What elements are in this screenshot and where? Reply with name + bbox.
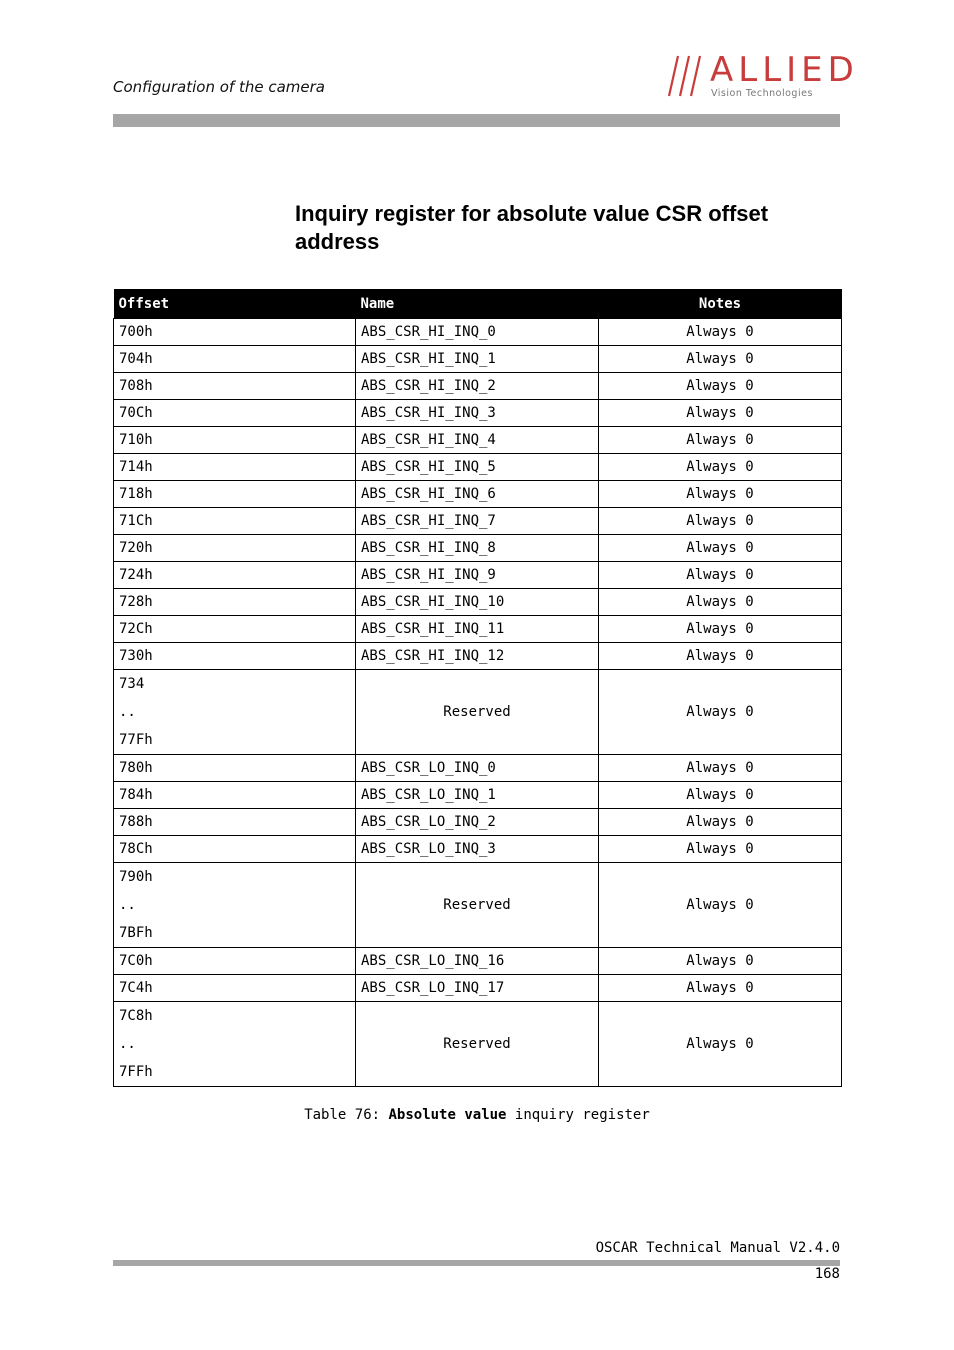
logo-wordmark: ALLIED bbox=[710, 50, 859, 90]
table-row bbox=[114, 427, 842, 454]
cell-name: ABS_CSR_HI_INQ_9 bbox=[356, 562, 599, 589]
cell-notes: Always 0 bbox=[599, 755, 842, 782]
offset-line: .. bbox=[119, 704, 136, 720]
cell-offset: 71Ch bbox=[114, 508, 356, 535]
cell-name: ABS_CSR_HI_INQ_10 bbox=[356, 589, 599, 616]
cell-name: ABS_CSR_HI_INQ_7 bbox=[356, 508, 599, 535]
table-row bbox=[114, 616, 842, 643]
cell-name: ABS_CSR_HI_INQ_3 bbox=[356, 400, 599, 427]
cell-name: ABS_CSR_LO_INQ_2 bbox=[356, 809, 599, 836]
cell-offset: 704h bbox=[114, 346, 356, 373]
table-row bbox=[114, 400, 842, 427]
cell-offset: 710h bbox=[114, 427, 356, 454]
cell-notes: Always 0 bbox=[599, 1002, 842, 1087]
allied-logo bbox=[666, 50, 859, 102]
cell-name: ABS_CSR_HI_INQ_1 bbox=[356, 346, 599, 373]
cell-offset: 720h bbox=[114, 535, 356, 562]
cell-offset bbox=[114, 863, 356, 948]
cell-notes: Always 0 bbox=[599, 836, 842, 863]
caption-bold: Absolute value bbox=[388, 1107, 507, 1123]
cell-name: ABS_CSR_LO_INQ_16 bbox=[356, 948, 599, 975]
cell-name: ABS_CSR_HI_INQ_0 bbox=[356, 319, 599, 346]
offset-line: 790h bbox=[119, 869, 153, 885]
logo-subtitle: Vision Technologies bbox=[711, 88, 813, 99]
offset-line: 7BFh bbox=[119, 925, 153, 941]
cell-name: ABS_CSR_HI_INQ_12 bbox=[356, 643, 599, 670]
table-row bbox=[114, 670, 842, 755]
table-row bbox=[114, 863, 842, 948]
section-title: Inquiry register for absolute value CSR offset address bbox=[295, 201, 769, 254]
caption-prefix: Table 76: bbox=[304, 1107, 389, 1123]
cell-notes: Always 0 bbox=[599, 589, 842, 616]
cell-name: Reserved bbox=[356, 1002, 599, 1087]
footer-manual-title: OSCAR Technical Manual V2.4.0 bbox=[595, 1240, 840, 1256]
table-row bbox=[114, 836, 842, 863]
cell-offset: 730h bbox=[114, 643, 356, 670]
cell-offset: 7C4h bbox=[114, 975, 356, 1002]
cell-offset: 70Ch bbox=[114, 400, 356, 427]
cell-offset: 724h bbox=[114, 562, 356, 589]
cell-notes: Always 0 bbox=[599, 616, 842, 643]
cell-offset: 788h bbox=[114, 809, 356, 836]
table-row bbox=[114, 454, 842, 481]
column-header-name: Name bbox=[356, 289, 599, 319]
table-row bbox=[114, 535, 842, 562]
cell-notes: Always 0 bbox=[599, 863, 842, 948]
cell-notes: Always 0 bbox=[599, 643, 842, 670]
cell-name: ABS_CSR_LO_INQ_1 bbox=[356, 782, 599, 809]
table-row bbox=[114, 1002, 842, 1087]
cell-notes: Always 0 bbox=[599, 346, 842, 373]
running-header: Configuration of the camera bbox=[113, 78, 325, 96]
cell-notes: Always 0 bbox=[599, 400, 842, 427]
cell-notes: Always 0 bbox=[599, 319, 842, 346]
table-body bbox=[114, 319, 842, 1087]
cell-notes: Always 0 bbox=[599, 481, 842, 508]
cell-offset: 72Ch bbox=[114, 616, 356, 643]
page-number: 168 bbox=[814, 1266, 840, 1282]
offset-line: 7C8h bbox=[119, 1008, 153, 1024]
cell-notes: Always 0 bbox=[599, 562, 842, 589]
offset-line: .. bbox=[119, 1036, 136, 1052]
cell-notes: Always 0 bbox=[599, 670, 842, 755]
cell-name: Reserved bbox=[356, 863, 599, 948]
cell-offset: 714h bbox=[114, 454, 356, 481]
cell-offset: 728h bbox=[114, 589, 356, 616]
cell-name: ABS_CSR_HI_INQ_2 bbox=[356, 373, 599, 400]
cell-name: ABS_CSR_HI_INQ_11 bbox=[356, 616, 599, 643]
table-header-row bbox=[114, 289, 842, 319]
table-row bbox=[114, 948, 842, 975]
cell-offset: 784h bbox=[114, 782, 356, 809]
logo-slashes-icon bbox=[666, 52, 710, 98]
cell-notes: Always 0 bbox=[599, 948, 842, 975]
cell-offset: 7C0h bbox=[114, 948, 356, 975]
cell-name: ABS_CSR_HI_INQ_8 bbox=[356, 535, 599, 562]
offset-line: .. bbox=[119, 897, 136, 913]
offset-line: 7FFh bbox=[119, 1064, 153, 1080]
table-row bbox=[114, 782, 842, 809]
header-rule bbox=[113, 114, 840, 127]
table-row bbox=[114, 975, 842, 1002]
table-row bbox=[114, 373, 842, 400]
cell-offset: 780h bbox=[114, 755, 356, 782]
table-row bbox=[114, 589, 842, 616]
table-row bbox=[114, 508, 842, 535]
column-header-notes: Notes bbox=[599, 289, 842, 319]
cell-notes: Always 0 bbox=[599, 508, 842, 535]
table-caption bbox=[113, 1107, 841, 1123]
table-row bbox=[114, 346, 842, 373]
cell-notes: Always 0 bbox=[599, 975, 842, 1002]
table-row bbox=[114, 562, 842, 589]
cell-offset bbox=[114, 1002, 356, 1087]
table-row bbox=[114, 643, 842, 670]
cell-notes: Always 0 bbox=[599, 782, 842, 809]
cell-notes: Always 0 bbox=[599, 454, 842, 481]
cell-notes: Always 0 bbox=[599, 373, 842, 400]
table-row bbox=[114, 319, 842, 346]
cell-name: ABS_CSR_LO_INQ_0 bbox=[356, 755, 599, 782]
register-table bbox=[113, 289, 842, 1087]
cell-name: ABS_CSR_LO_INQ_17 bbox=[356, 975, 599, 1002]
cell-offset: 78Ch bbox=[114, 836, 356, 863]
table-row bbox=[114, 481, 842, 508]
footer-rule bbox=[113, 1260, 840, 1266]
cell-name: ABS_CSR_HI_INQ_5 bbox=[356, 454, 599, 481]
offset-line: 77Fh bbox=[119, 732, 153, 748]
cell-offset: 718h bbox=[114, 481, 356, 508]
cell-offset: 708h bbox=[114, 373, 356, 400]
cell-name: Reserved bbox=[356, 670, 599, 755]
cell-name: ABS_CSR_LO_INQ_3 bbox=[356, 836, 599, 863]
cell-offset bbox=[114, 670, 356, 755]
table-row bbox=[114, 809, 842, 836]
offset-line: 734 bbox=[119, 676, 145, 692]
cell-notes: Always 0 bbox=[599, 427, 842, 454]
cell-name: ABS_CSR_HI_INQ_6 bbox=[356, 481, 599, 508]
caption-suffix: inquiry register bbox=[506, 1107, 650, 1123]
cell-name: ABS_CSR_HI_INQ_4 bbox=[356, 427, 599, 454]
cell-notes: Always 0 bbox=[599, 809, 842, 836]
column-header-offset: Offset bbox=[114, 289, 356, 319]
table-row bbox=[114, 755, 842, 782]
cell-offset: 700h bbox=[114, 319, 356, 346]
cell-notes: Always 0 bbox=[599, 535, 842, 562]
